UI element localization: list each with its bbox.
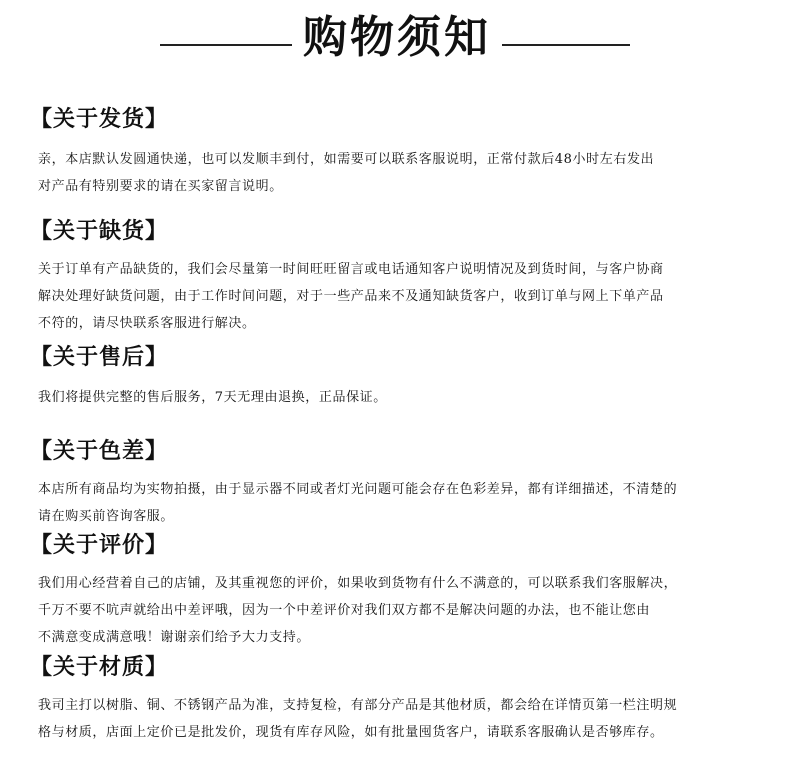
section-heading: 【关于色差】: [30, 438, 169, 464]
section-body: [30, 692, 770, 746]
page-header: [0, 8, 790, 68]
page-title: 购物须知: [303, 12, 491, 63]
section-heading: 【关于售后】: [30, 344, 169, 370]
section-body: [30, 570, 770, 651]
body-line: 我司主打以树脂、铜、不锈钢产品为准，支持复检，有部分产品是其他材质，都会给在详情页第一栏注明规: [38, 698, 678, 713]
section-color-difference: [30, 436, 770, 530]
body-line: 请在购买前咨询客服。: [38, 509, 175, 524]
body-line: 对产品有特别要求的请在买家留言说明。: [38, 179, 283, 194]
section-shipping: [30, 104, 770, 200]
section-body: [30, 256, 770, 337]
section-material: [30, 652, 770, 746]
body-line: 关于订单有产品缺货的，我们会尽量第一时间旺旺留言或电话通知客户说明情况及到货时间，与客户协商: [38, 262, 664, 277]
section-heading: 【关于发货】: [30, 106, 169, 132]
body-line: 不满意变成满意哦！谢谢亲们给予大力支持。: [38, 630, 311, 645]
section-body: [30, 384, 770, 411]
body-line: 解决处理好缺货问题，由于工作时间问题，对于一些产品来不及通知缺货客户，收到订单与网上下单产品: [38, 289, 664, 304]
body-line: 不符的，请尽快联系客服进行解决。: [38, 316, 256, 331]
section-after-sales: [30, 342, 770, 411]
body-line: 我们将提供完整的售后服务，7天无理由退换，正品保证。: [38, 390, 387, 405]
body-line: 千万不要不吭声就给出中差评哦，因为一个中差评价对我们双方都不是解决问题的办法，也不能让您由: [38, 603, 651, 618]
body-line: 本店所有商品均为实物拍摄，由于显示器不同或者灯光问题可能会存在色彩差异，都有详细描述，不清楚的: [38, 482, 678, 497]
body-line: 亲，本店默认发圆通快递，也可以发顺丰到付，如需要可以联系客服说明，正常付款后48小时左右发出: [38, 152, 655, 167]
section-heading: 【关于评价】: [30, 532, 169, 558]
section-heading: 【关于缺货】: [30, 218, 169, 244]
section-body: [30, 146, 770, 200]
body-line: 格与材质，店面上定价已是批发价，现货有库存风险，如有批量囤货客户，请联系客服确认是否够库存。: [38, 725, 664, 740]
section-heading: 【关于材质】: [30, 654, 169, 680]
title-divider-right: [502, 44, 630, 46]
section-out-of-stock: [30, 216, 770, 337]
section-body: [30, 476, 770, 530]
section-reviews: [30, 530, 770, 651]
body-line: 我们用心经营着自己的店铺，及其重视您的评价，如果收到货物有什么不满意的，可以联系我们客服解决，: [38, 576, 678, 591]
title-divider-left: [160, 44, 292, 46]
